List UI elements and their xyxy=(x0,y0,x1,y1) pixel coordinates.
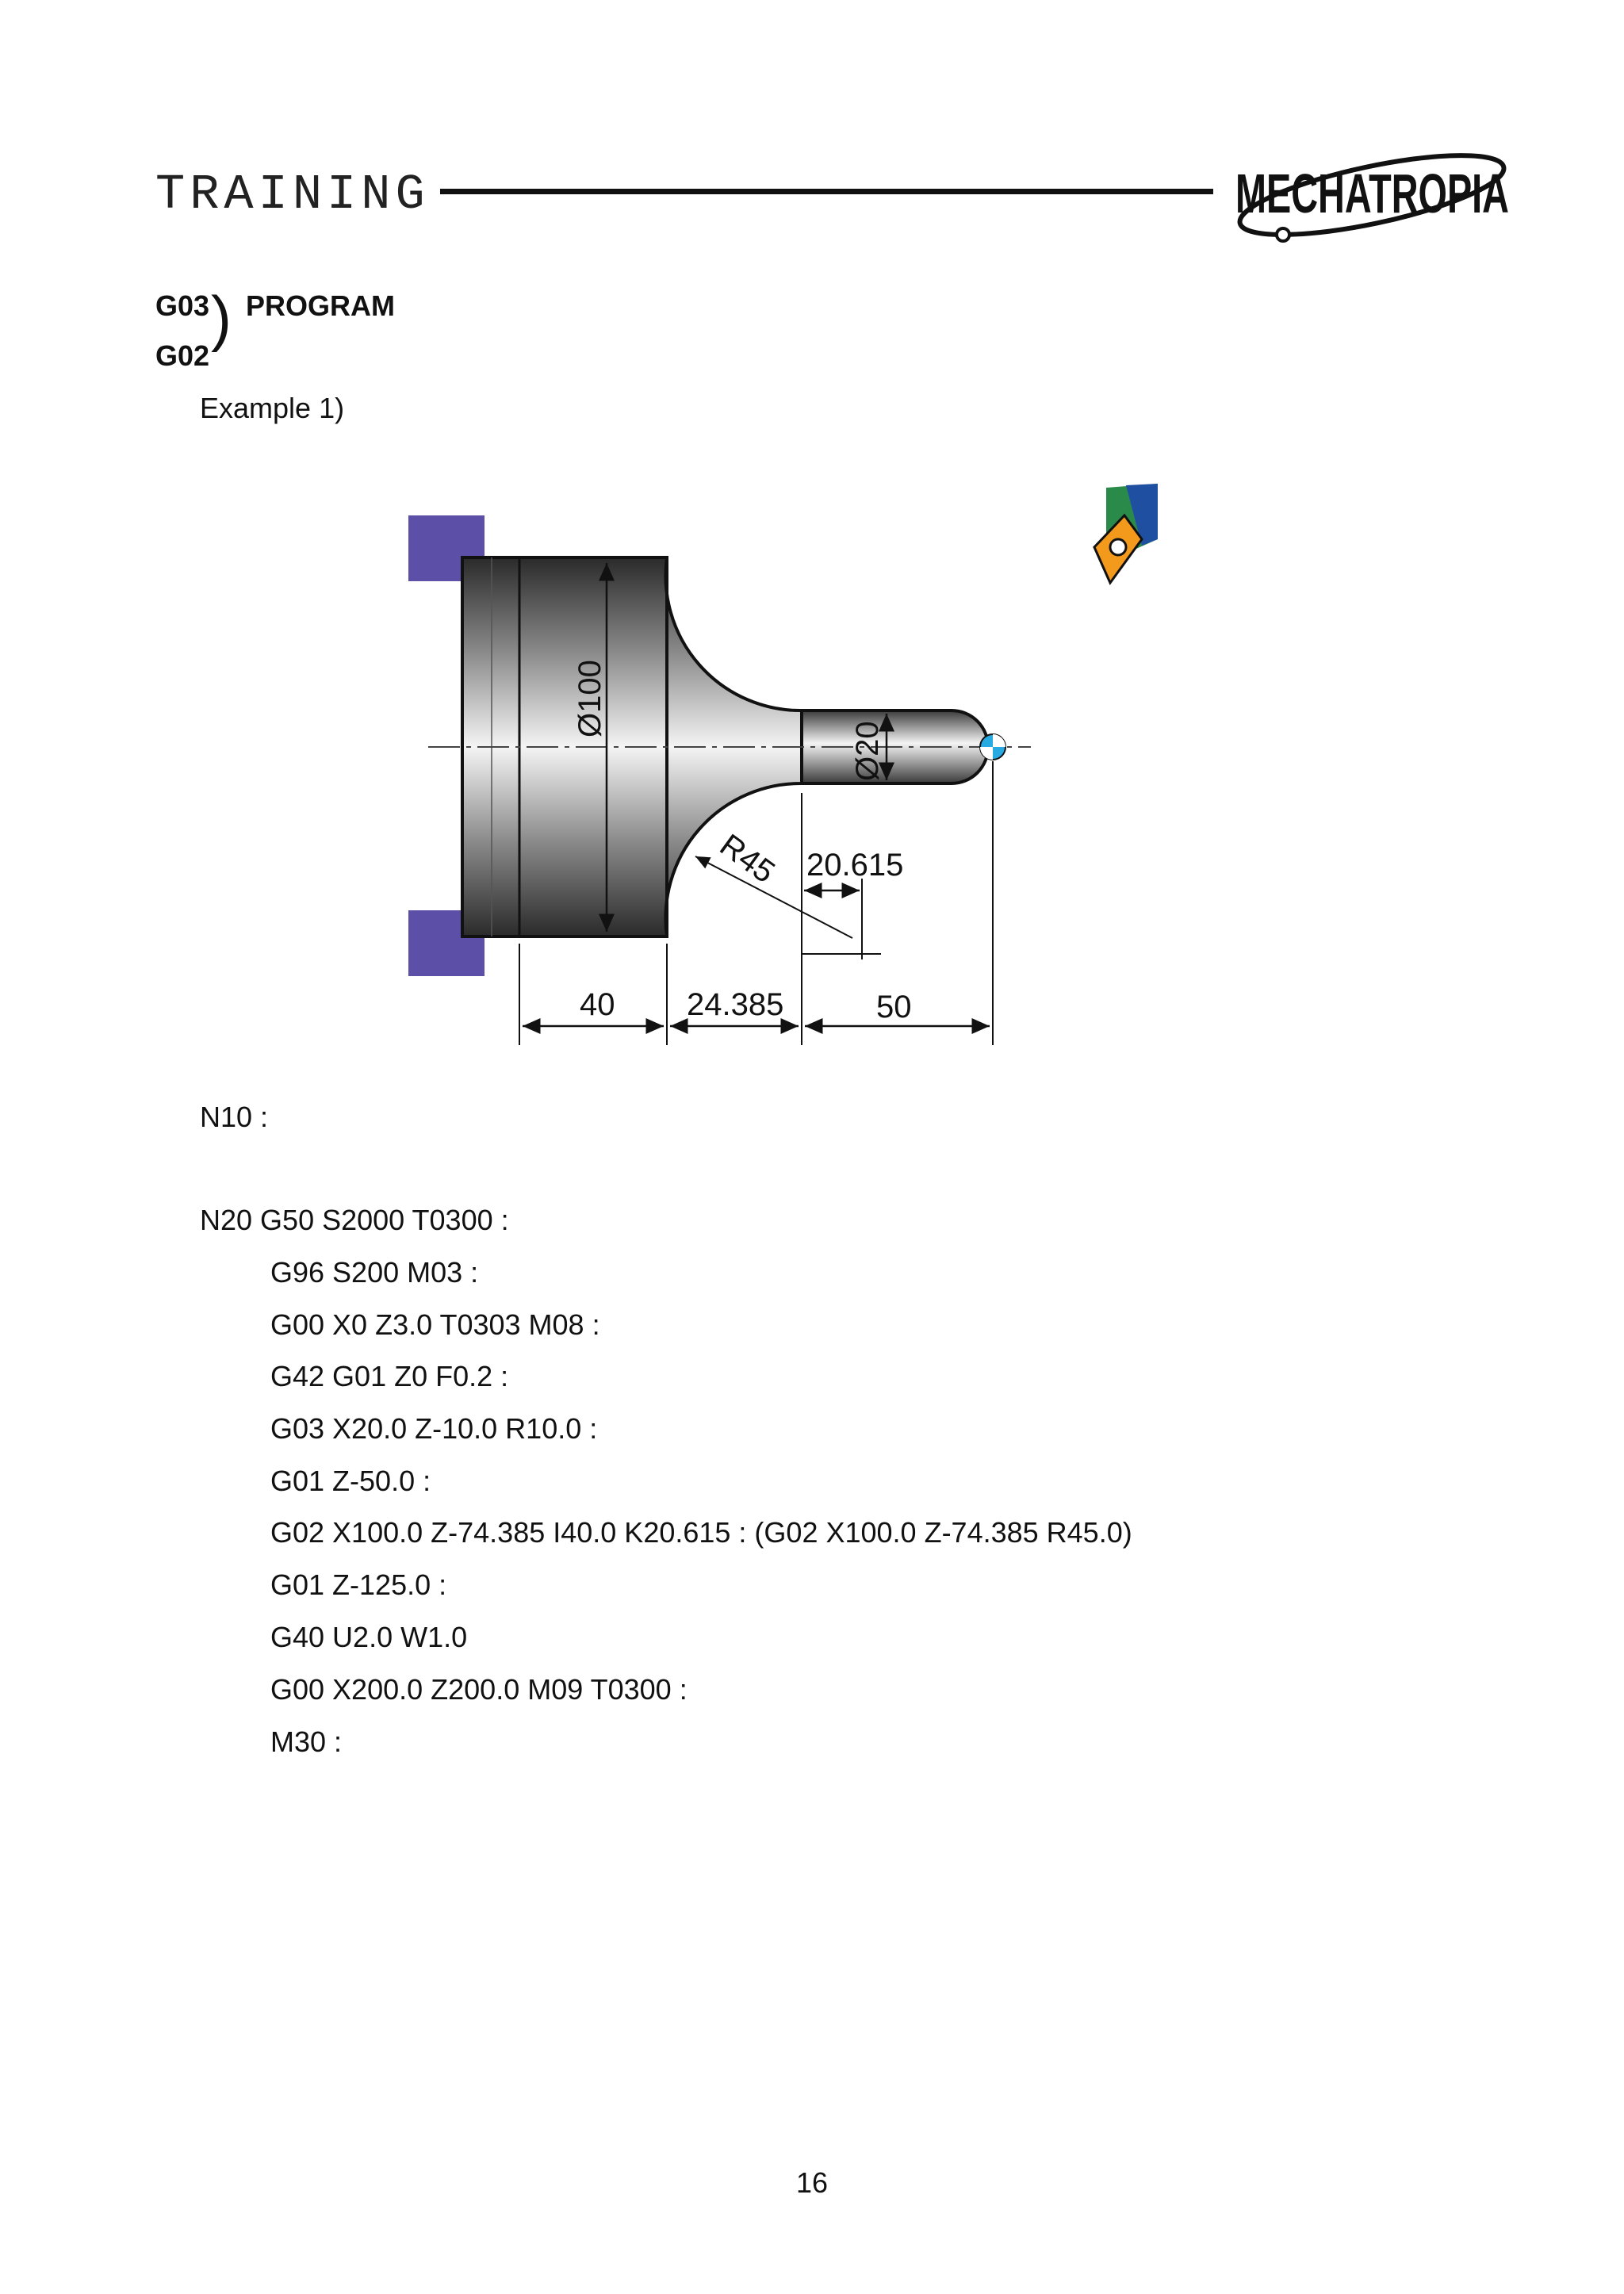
program-line: G01 Z-125.0 : xyxy=(270,1568,447,1601)
gcode-g02-label: G02 xyxy=(155,339,210,372)
dim-diameter-20: Ø20 xyxy=(850,721,885,781)
mechatropia-logo xyxy=(1221,133,1515,251)
program-line: G02 X100.0 Z-74.385 I40.0 K20.615 : (G02 X100.0 Z-74.385 R45.0) xyxy=(270,1516,1132,1549)
dim-radius-45: R45 xyxy=(713,827,781,890)
dim-offset-20615: 20.615 xyxy=(806,848,904,883)
program-line: N20 G50 S2000 T0300 : xyxy=(200,1204,509,1236)
dim-length-24385: 24.385 xyxy=(687,987,784,1022)
part-drawing xyxy=(396,468,1174,1055)
program-line: G00 X0 Z3.0 T0303 M08 : xyxy=(270,1308,600,1341)
program-line: G96 S200 M03 : xyxy=(270,1256,479,1289)
program-line: G03 X20.0 Z-10.0 R10.0 : xyxy=(270,1412,598,1445)
gcode-g03-label: G03 xyxy=(155,289,210,322)
example-label: Example 1) xyxy=(200,392,345,424)
program-line: M30 : xyxy=(270,1725,343,1758)
bracket-glyph: ) xyxy=(211,283,232,353)
header-title: TRAINING xyxy=(155,167,430,223)
header-rule xyxy=(440,189,1213,194)
program-line: G01 Z-50.0 : xyxy=(270,1465,431,1497)
program-title: PROGRAM xyxy=(246,289,395,322)
dim-length-50: 50 xyxy=(876,990,912,1024)
logo-text: MECHATROPIA xyxy=(1235,163,1509,224)
dim-diameter-100: Ø100 xyxy=(573,660,607,737)
program-line: N10 : xyxy=(200,1101,269,1133)
page-number: 16 xyxy=(795,2166,829,2199)
program-line: G40 U2.0 W1.0 xyxy=(270,1621,468,1653)
program-line: G00 X200.0 Z200.0 M09 T0300 : xyxy=(270,1673,688,1706)
cutting-tool-icon xyxy=(1094,484,1158,583)
program-line: G42 G01 Z0 F0.2 : xyxy=(270,1360,509,1392)
dim-length-40: 40 xyxy=(580,987,615,1022)
